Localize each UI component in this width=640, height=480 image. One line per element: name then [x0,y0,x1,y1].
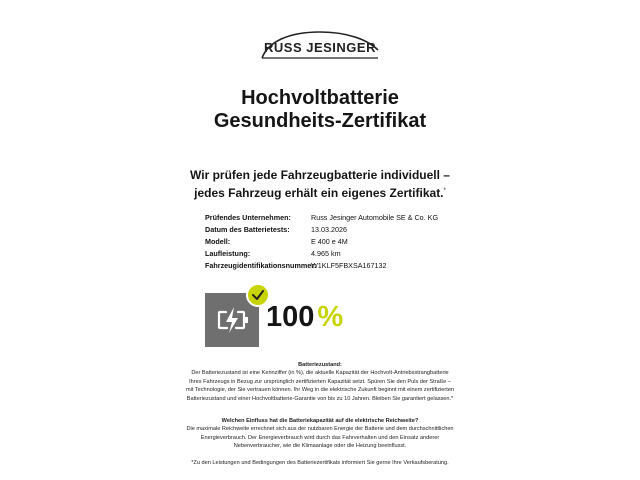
info-value: 4.965 km [311,249,341,258]
battery-health-value: 100 [266,301,315,333]
footnote: *Zu den Leistungen und Bedingungen des Batteriezertifikats informiert Sie gerne Ihre Verkaufsberatung. [191,460,449,466]
subtitle-line2 [0,183,640,201]
vehicle-info-table [205,212,465,272]
section-line: Ihres Fahrzeugs in Bezug zur ursprünglich zertifizierten Kapazität setzt. Spüren Sie den Puls der Straße – [189,378,451,385]
subtitle-line1: Wir prüfen jede Fahrzeugbatterie individuell – [190,168,450,182]
info-row [205,212,465,224]
info-label: Prüfendes Unternehmen: [205,213,291,222]
range-influence-section [150,417,490,451]
info-value: 13.03.2026 [311,225,347,234]
info-value: W1KLF5FBXSA167132 [311,261,387,270]
section-heading: Batteriezustand: [298,362,342,368]
info-label: Modell: [205,237,231,246]
info-row [205,248,465,260]
footnote-mark: * [443,188,446,194]
checkmark-icon [248,285,268,305]
info-label: Datum des Batterietests: [205,225,290,234]
info-value: Russ Jesinger Automobile SE & Co. KG [311,213,439,222]
battery-health-percent [266,299,343,335]
info-row [205,236,465,248]
certificate-title-line2: Gesundheits-Zertifikat [213,110,427,132]
brand-name: RUSS JESINGER [264,40,376,55]
section-heading: Welchen Einfluss hat die Batteriekapazität auf die elektrische Reichweite? [221,418,419,424]
info-value: E 400 e 4M [311,237,348,246]
section-line: Batteriezustand und einer Hochvoltbatterie-Garantie von bis zu 10 Jahren. Bleiben Sie garantiert gelassen.* [186,395,454,402]
battery-state-section [150,361,490,403]
certificate-title-line1: Hochvoltbatterie [241,87,399,109]
info-label: Fahrzeugidentifikationsnummer: [205,261,317,270]
section-line: Nebenverbraucher, wie die Klimaanlage oder die Heizung beeinflusst. [233,443,407,450]
info-label: Laufleistung: [205,249,251,258]
section-line: Der Batteriezustand ist eine Kennziffer (in %), die aktuelle Kapazität der Hochvolt-Antriebsstrangbatterie [191,370,449,377]
section-line: Die maximale Reichweite errechnet sich aus der nutzbaren Energie der Batterie und dem durchschnittlichen [186,426,454,433]
subtitle-line2-text: jedes Fahrzeug erhält ein eigenes Zertifikat. [194,186,444,200]
section-line: mit Technologie, der Sie vertrauen können. Ihr Weg in die elektrische Zukunft beginnt mit einem zertifizierten [185,387,455,394]
brand-logo [258,28,382,62]
info-row [205,224,465,236]
section-line: Energieverbrauch. Der Energieverbrauch wird durch das Fahrverhalten und den Einsatz anderer [200,434,440,441]
info-row [205,260,465,272]
battery-health-unit: % [317,301,344,333]
